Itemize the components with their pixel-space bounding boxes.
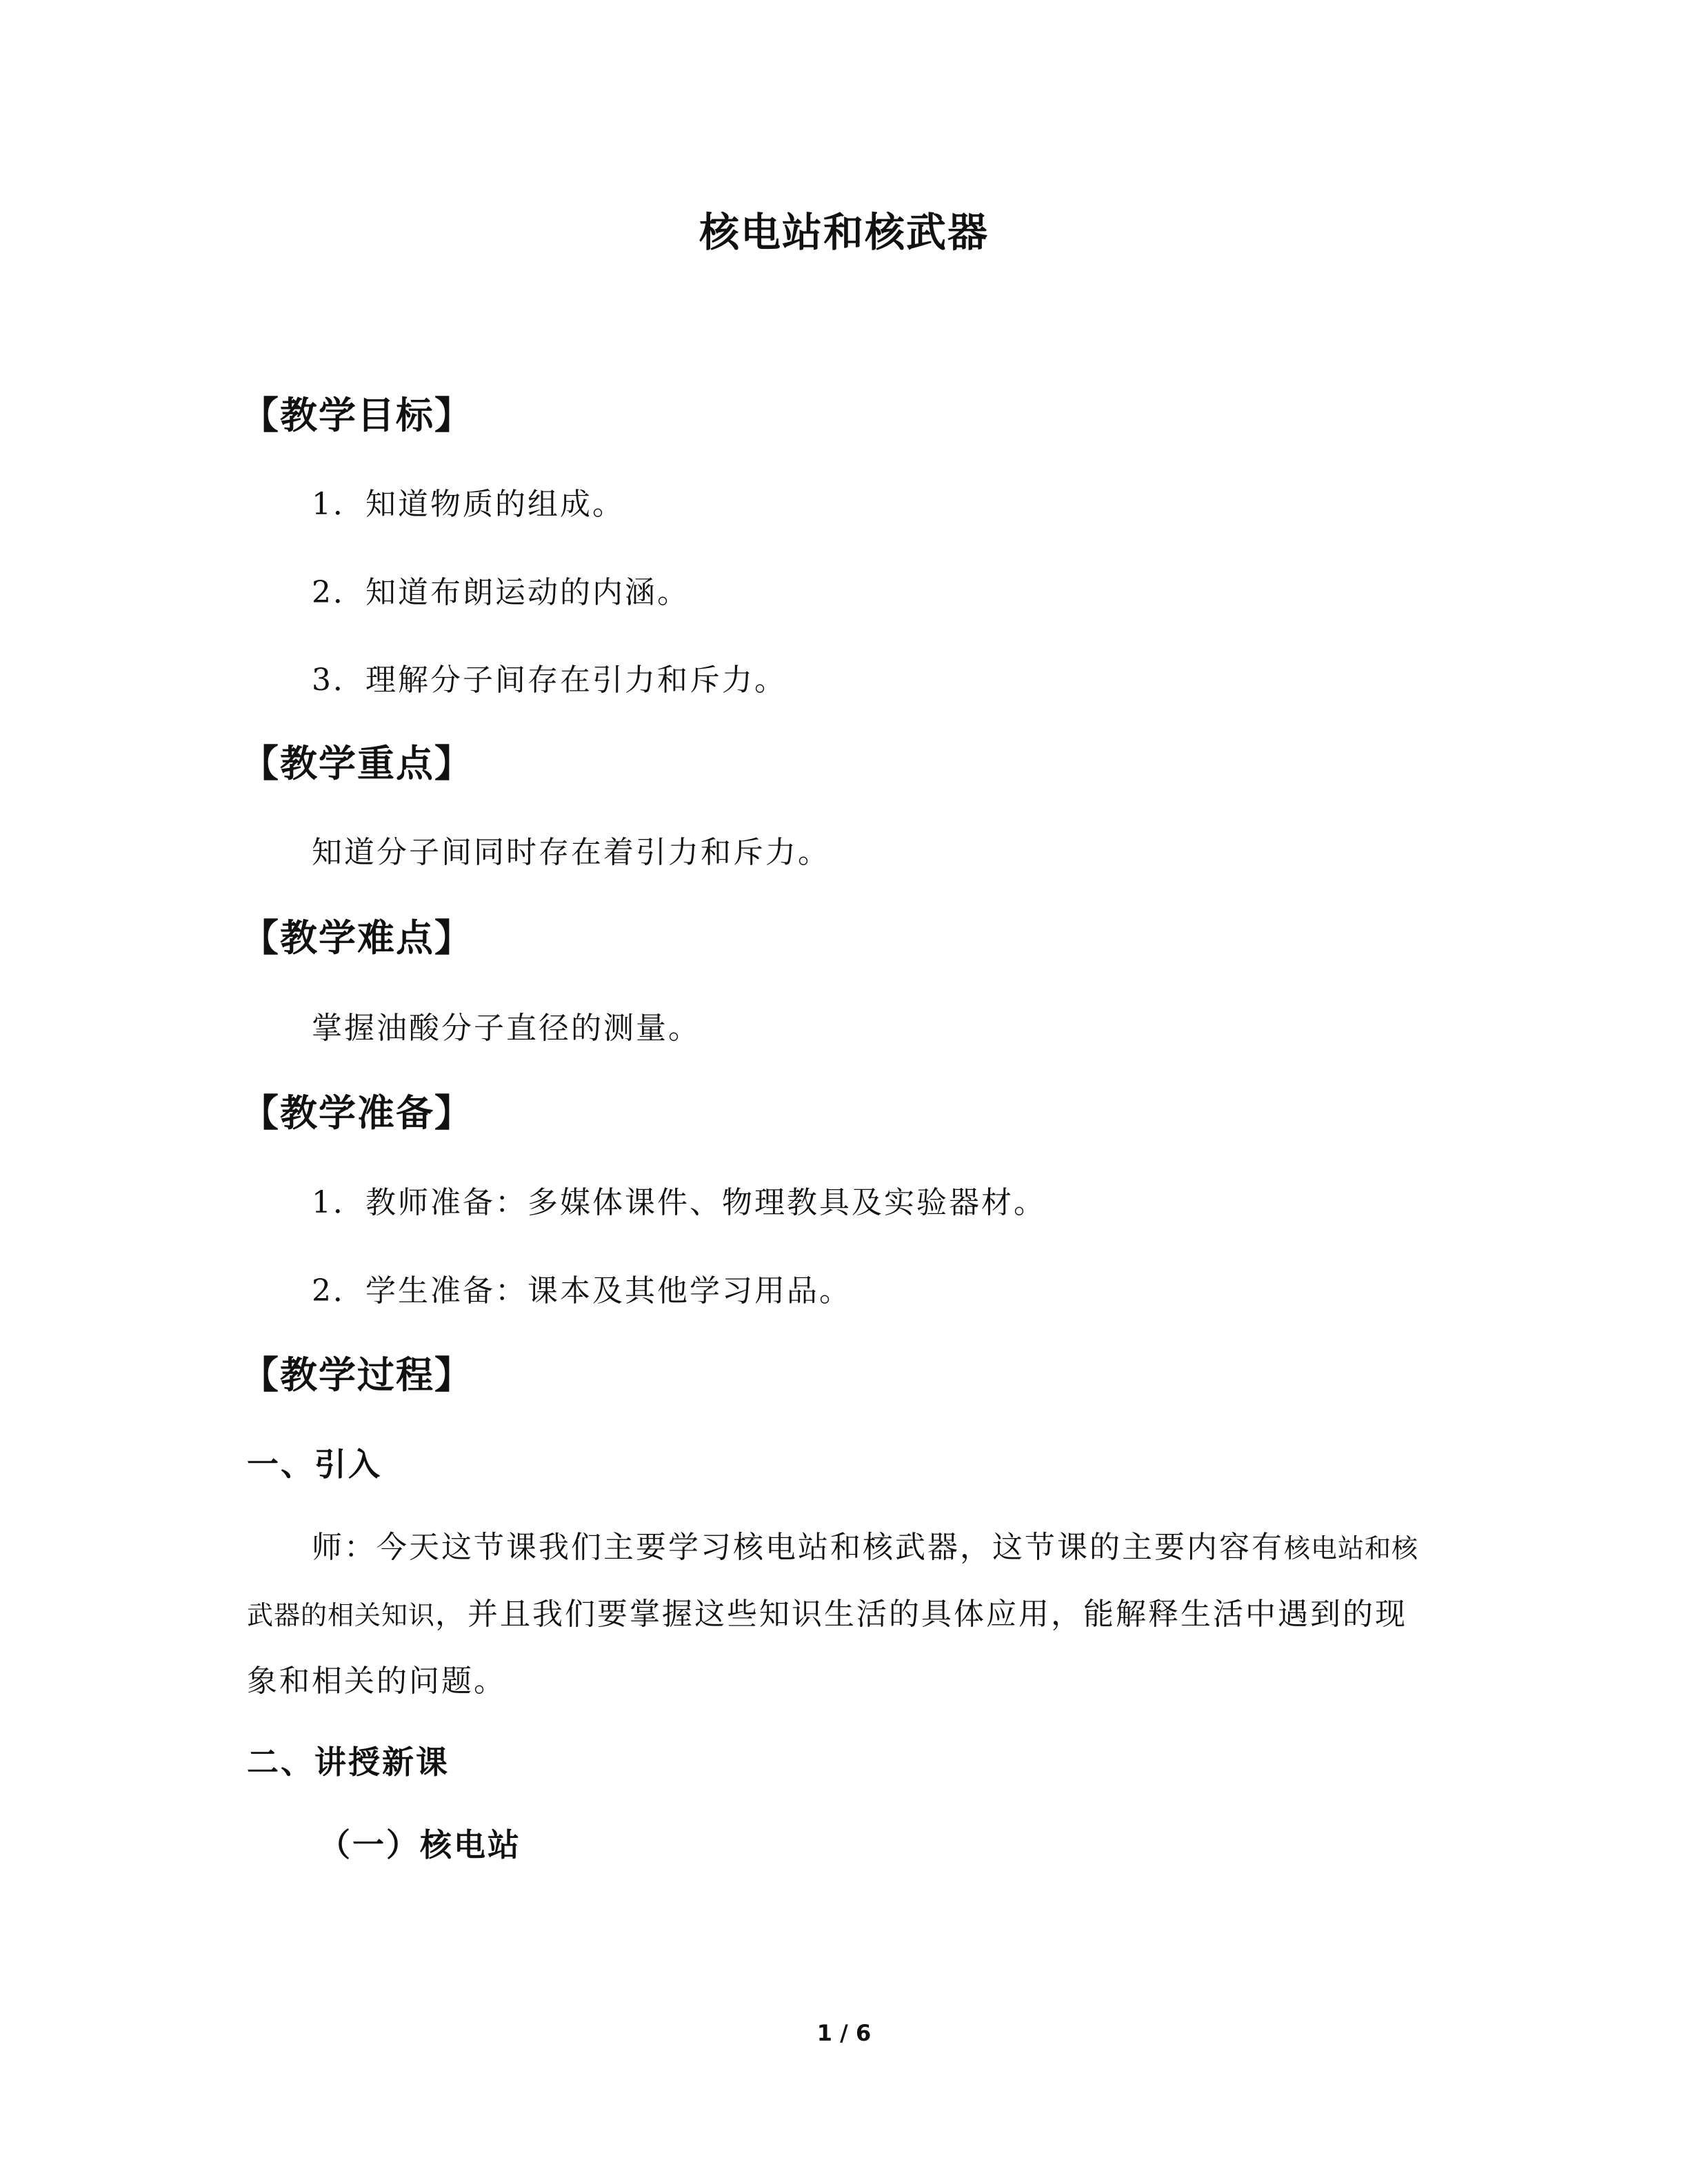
intro-text-c: ，并且我们要掌握这些知识生活的具体应用，能解释生活中遇到的现象和相关的问题。 <box>247 1597 1408 1699</box>
page-number: 1 / 6 <box>816 2020 872 2046</box>
document-title: 核电站和核武器 <box>699 209 989 256</box>
objective-item-2: 2．知道布朗运动的内涵。 <box>312 575 690 610</box>
intro-text-a: 师：今天这节课我们主要学习核电站和核武器，这节课的主要内容有 <box>312 1530 1284 1565</box>
intro-text-b: 核电站和核武器的相关知识 <box>247 1533 1419 1630</box>
nuclear-plant-subheading: （一）核电站 <box>319 1826 521 1863</box>
key-points-text: 知道分子间同时存在着引力和斥力。 <box>312 835 830 870</box>
objective-item-1: 1．知道物质的组成。 <box>312 487 625 522</box>
difficulties-text: 掌握油酸分子直径的测量。 <box>312 1011 701 1046</box>
intro-heading: 一、引入 <box>247 1446 382 1483</box>
preparation-heading: 【教学准备】 <box>241 1091 473 1135</box>
difficulties-heading: 【教学难点】 <box>241 916 473 960</box>
preparation-item-1: 1．教师准备：多媒体课件、物理教具及实验器材。 <box>312 1185 1046 1220</box>
objective-item-3: 3．理解分子间存在引力和斥力。 <box>312 663 787 698</box>
objectives-heading: 【教学目标】 <box>241 394 473 437</box>
preparation-item-2: 2．学生准备：课本及其他学习用品。 <box>312 1273 852 1308</box>
new-lesson-heading: 二、讲授新课 <box>247 1743 450 1781</box>
key-points-heading: 【教学重点】 <box>241 742 473 785</box>
intro-paragraph <box>247 1515 1433 1715</box>
process-heading: 【教学过程】 <box>241 1353 473 1397</box>
